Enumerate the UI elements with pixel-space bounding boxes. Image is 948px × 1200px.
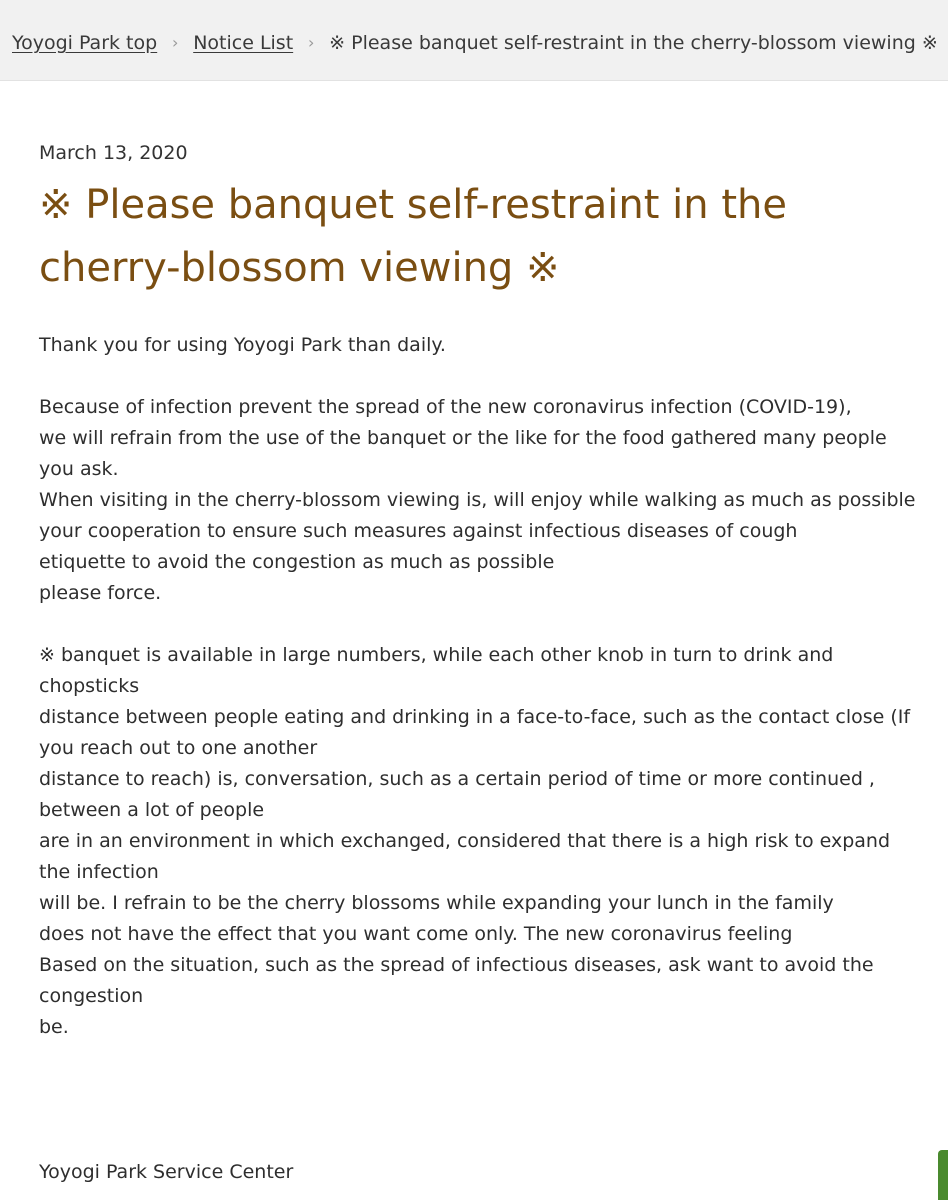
page-title: ※ Please banquet self-restraint in the cherry-blossom viewing ※ (39, 182, 787, 291)
article-line: does not have the effect that you want come only. The new coronavirus feeling (39, 923, 793, 945)
article-line: When visiting in the cherry-blossom viewing is, will enjoy while walking as much as possible (39, 489, 916, 511)
article-line: Because of infection prevent the spread of the new coronavirus infection (COVID-19), (39, 396, 852, 418)
article-line: please force. (39, 582, 162, 604)
article-signature: Yoyogi Park Service Center (39, 1161, 294, 1183)
article-line: distance between people eating and drinking in a face-to-face, such as the contact close (If you reach out to one another (39, 706, 911, 759)
article-line: your cooperation to ensure such measures against infectious diseases of cough (39, 520, 798, 542)
article (39, 138, 919, 1074)
breadcrumb-notice-list-link[interactable]: Notice List (193, 32, 294, 54)
article-body (39, 330, 919, 1043)
article-line: ※ banquet is available in large numbers, while each other knob in turn to drink and chopsticks (39, 644, 834, 697)
breadcrumb (0, 0, 948, 81)
article-line: are in an environment in which exchanged, considered that there is a high risk to expand the infection (39, 830, 891, 883)
article-line: be. (39, 1016, 69, 1038)
post-date: March 13, 2020 (39, 142, 188, 164)
breadcrumb-home-link[interactable]: Yoyogi Park top (12, 32, 158, 54)
article-line: we will refrain from the use of the banquet or the like for the food gathered many people (39, 427, 887, 449)
article-line: Based on the situation, such as the spread of infectious diseases, ask want to avoid the congestion (39, 954, 874, 1007)
article-paragraph (39, 640, 919, 1043)
article-line: etiquette to avoid the congestion as much as possible (39, 551, 555, 573)
breadcrumb-trail (12, 31, 938, 55)
article-paragraph (39, 392, 919, 609)
article-paragraph (39, 330, 919, 361)
article-line: distance to reach) is, conversation, such as a certain period of time or more continued , between a lot of people (39, 768, 875, 821)
article-line: you ask. (39, 458, 119, 480)
breadcrumb-current-page: ※ Please banquet self-restraint in the cherry-blossom viewing ※ (329, 32, 938, 54)
article-line: will be. I refrain to be the cherry blossoms while expanding your lunch in the family (39, 892, 834, 914)
chevron-right-icon: › (307, 33, 315, 52)
chevron-right-icon: › (172, 33, 179, 52)
side-tab[interactable] (938, 1150, 948, 1200)
article-line: Thank you for using Yoyogi Park than daily. (39, 334, 446, 356)
